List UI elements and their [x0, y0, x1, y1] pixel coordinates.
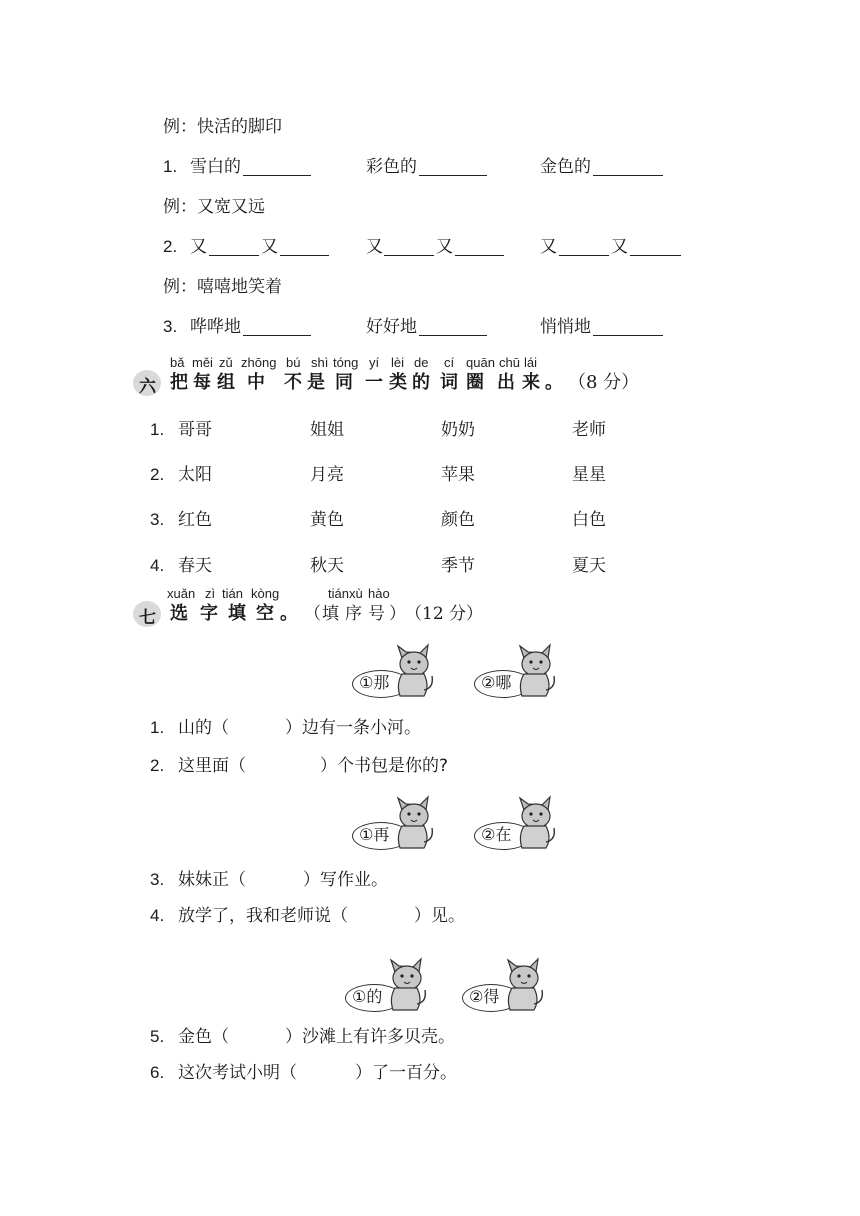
option-cat-card[interactable]: [352, 792, 442, 852]
question-text-after: ）沙滩上有许多贝壳。: [285, 1027, 455, 1047]
question-text-after: ）边有一条小河。: [285, 718, 421, 738]
item-number: 4.: [150, 556, 165, 575]
section-score: （8 分）: [568, 372, 640, 393]
paren-close: ）: [389, 604, 406, 624]
option-cat-card[interactable]: [474, 792, 564, 852]
title-char: 圈: [466, 372, 491, 393]
pinyin: zì: [205, 586, 216, 601]
answer-blank[interactable]: [630, 255, 681, 256]
option-cat-card[interactable]: [474, 640, 564, 700]
cat-icon: [512, 792, 558, 852]
pinyin: lèi: [391, 355, 405, 370]
pinyin: měi: [192, 355, 213, 370]
word-option[interactable]: 老师: [572, 420, 606, 440]
pinyin: yí: [369, 355, 380, 370]
title-char: 词: [440, 372, 465, 393]
pinyin: chū: [499, 355, 520, 370]
title-char: 号: [368, 604, 385, 624]
section-seven-badge: [133, 601, 163, 627]
answer-blank[interactable]: [559, 255, 609, 256]
pinyin: de: [414, 355, 429, 370]
word-option[interactable]: 星星: [572, 465, 606, 485]
item-number: 2.: [150, 465, 165, 484]
title-char: 中: [247, 372, 272, 393]
you-char: 又: [611, 237, 628, 257]
you-char: 又: [540, 237, 557, 257]
option-label: ②得: [469, 987, 500, 1006]
title-char: 一: [365, 372, 390, 393]
cat-icon: [390, 640, 436, 700]
option-label: ①那: [359, 673, 390, 692]
answer-blank[interactable]: [280, 255, 329, 256]
word-option[interactable]: 颜色: [441, 510, 475, 530]
section-number: 七: [139, 608, 156, 628]
cat-icon: [512, 640, 558, 700]
example-2: 例：又宽又远: [163, 197, 265, 217]
option-label: ②哪: [481, 673, 512, 692]
phrase-prefix: 哗哗地: [190, 317, 241, 337]
phrase-prefix: 好好地: [366, 317, 417, 337]
pinyin: quān: [466, 355, 495, 370]
answer-blank[interactable]: [384, 255, 434, 256]
pinyin: hào: [368, 586, 390, 601]
pinyin: cí: [444, 355, 455, 370]
item-number: 3.: [150, 510, 165, 529]
word-option[interactable]: 白色: [572, 510, 606, 530]
item-number: 3.: [150, 870, 165, 889]
example-3: 例：嘻嘻地笑着: [163, 277, 282, 297]
you-char: 又: [190, 237, 207, 257]
option-label: ①的: [352, 987, 383, 1006]
section-six-badge: [133, 370, 163, 396]
pinyin: tóng: [333, 355, 359, 370]
question-text-before: 这里面（: [178, 756, 246, 776]
word-option[interactable]: 月亮: [310, 465, 344, 485]
answer-blank[interactable]: [593, 175, 663, 176]
question-text-before: 山的（: [178, 718, 229, 738]
word-option[interactable]: 太阳: [178, 465, 212, 485]
title-char: 的: [412, 372, 437, 393]
title-char: 同: [335, 372, 360, 393]
section-number: 六: [139, 377, 156, 397]
pinyin: tián: [328, 586, 349, 601]
word-option[interactable]: 苹果: [441, 465, 475, 485]
question-text-before: 这次考试小明（: [178, 1063, 297, 1083]
you-char: 又: [261, 237, 278, 257]
answer-blank[interactable]: [243, 175, 311, 176]
cat-icon: [383, 954, 429, 1014]
title-char: 空: [256, 603, 281, 624]
item-number: 2.: [163, 237, 178, 256]
section-score: （12 分）: [405, 604, 484, 624]
word-option[interactable]: 季节: [441, 556, 475, 576]
item-number: 6.: [150, 1063, 165, 1082]
paren-open: （: [304, 604, 321, 624]
question-text-before: 妹妹正（: [178, 870, 246, 890]
answer-blank[interactable]: [419, 175, 487, 176]
word-option[interactable]: 春天: [178, 556, 212, 576]
item-number: 3.: [163, 317, 178, 336]
word-option[interactable]: 姐姐: [310, 420, 344, 440]
item-number: 1.: [150, 420, 165, 439]
title-char: 出: [497, 372, 522, 393]
option-cat-card[interactable]: [462, 954, 552, 1014]
pinyin: lái: [524, 355, 538, 370]
item-number: 4.: [150, 906, 165, 925]
title-period: 。: [545, 372, 570, 393]
question-text-before: 金色（: [178, 1027, 229, 1047]
option-cat-card[interactable]: [352, 640, 442, 700]
phrase-prefix: 悄悄地: [540, 317, 591, 337]
phrase-prefix: 雪白的: [190, 157, 241, 177]
question-text-before: 放学了，我和老师说（: [178, 906, 348, 926]
pinyin: bǎ: [170, 355, 185, 370]
title-char: 字: [200, 603, 225, 624]
answer-blank[interactable]: [243, 335, 311, 336]
you-char: 又: [366, 237, 383, 257]
word-option[interactable]: 秋天: [310, 556, 344, 576]
pinyin: zǔ: [219, 355, 233, 370]
pinyin: bú: [286, 355, 301, 370]
item-number: 5.: [150, 1027, 165, 1046]
answer-blank[interactable]: [455, 255, 504, 256]
you-char: 又: [436, 237, 453, 257]
pinyin: tián: [222, 586, 243, 601]
title-char: 来: [522, 372, 547, 393]
pinyin: zhōng: [241, 355, 277, 370]
pinyin: xuǎn: [167, 586, 196, 601]
title-char: 组: [217, 372, 242, 393]
phrase-prefix: 彩色的: [366, 157, 417, 177]
answer-blank[interactable]: [419, 335, 487, 336]
item-number: 1.: [150, 718, 165, 737]
title-char: 把: [170, 372, 195, 393]
cat-icon: [500, 954, 546, 1014]
title-char: 填: [228, 603, 253, 624]
title-period: 。: [280, 603, 305, 624]
title-char: 类: [389, 372, 414, 393]
question-text-after: ）见。: [414, 906, 465, 926]
word-option[interactable]: 夏天: [572, 556, 606, 576]
answer-blank[interactable]: [593, 335, 663, 336]
answer-blank[interactable]: [209, 255, 259, 256]
item-number: 2.: [150, 756, 165, 775]
title-char: 不: [284, 372, 309, 393]
word-option[interactable]: 红色: [178, 510, 212, 530]
title-char: 每: [193, 372, 218, 393]
pinyin: xù: [349, 586, 363, 601]
word-option[interactable]: 哥哥: [178, 420, 212, 440]
title-char: 是: [307, 372, 332, 393]
title-char: 填: [322, 604, 339, 624]
phrase-prefix: 金色的: [540, 157, 591, 177]
title-char: 选: [170, 603, 195, 624]
pinyin: shì: [311, 355, 329, 370]
option-cat-card[interactable]: [345, 954, 435, 1014]
word-option[interactable]: 奶奶: [441, 420, 475, 440]
option-label: ②在: [481, 825, 512, 844]
cat-icon: [390, 792, 436, 852]
example-1: 例：快活的脚印: [163, 117, 282, 137]
option-label: ①再: [359, 825, 390, 844]
word-option[interactable]: 黄色: [310, 510, 344, 530]
question-text-after: ）写作业。: [303, 870, 388, 890]
pinyin: kòng: [251, 586, 280, 601]
title-char: 序: [345, 604, 362, 624]
item-number: 1.: [163, 157, 178, 176]
question-text-after: ）个书包是你的?: [320, 756, 449, 776]
question-text-after: ）了一百分。: [355, 1063, 457, 1083]
